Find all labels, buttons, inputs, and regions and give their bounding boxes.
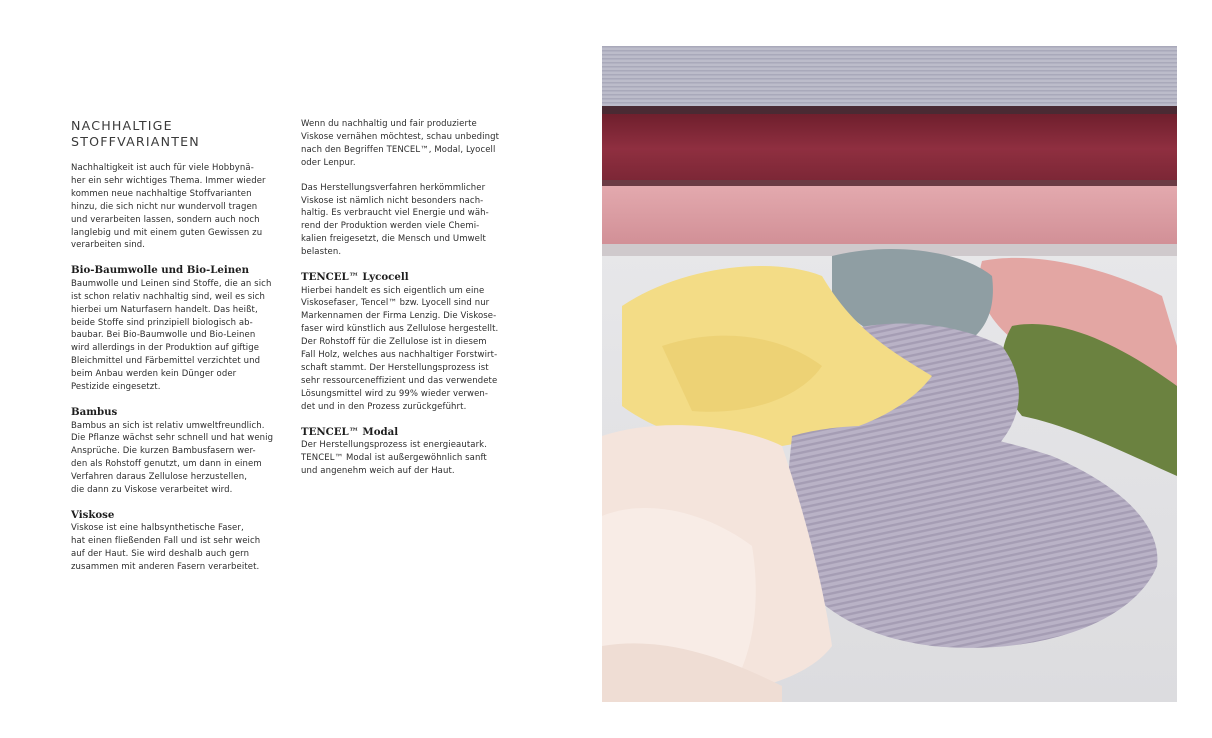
modal-section-text: Der Herstellungsprozess ist energieautark. TENCEL™ Modal ist außergewöhnlich sanft und angenehm weich auf der Haut. [301, 440, 488, 476]
modal-section-title: TENCEL™ Modal [301, 425, 399, 438]
page-title [71, 118, 283, 150]
intro-right-paragraph: Wenn du nachhaltig und fair produzierte Viskose vernähen möchtest, schau unbedingt nach den Begriffen TENCEL™, Modal, Lyocell oder Lenpur. [301, 119, 500, 168]
intro-paragraph: Nachhaltigkeit ist auch für viele Hobbynä- her ein sehr wichtiges Thema. Immer wieder kommen neue nachhaltige Stoffvarianten hinzu, die sich nicht nur wundervoll tragen und verarbeiten lassen, sondern auch noch langlebig und mit einem guten Gewissen zu verarbeiten sind. [71, 163, 266, 251]
bambus-section-text: Bambus an sich ist relativ umweltfreundlich. Die Pflanze wächst sehr schnell und hat wenig Ansprüche. Die kurzen Bambusfasern wer- den als Rohstoff genutzt, um dann in einem Verfahren daraus Zellulose herzustellen, die dann zu Viskose verarbeitet wird. [71, 420, 274, 496]
bambus-section-title: Bambus [71, 406, 118, 418]
viskose-section-title: Viskose [71, 508, 115, 521]
lavender-fold [602, 46, 1177, 110]
pink-fold [602, 186, 1177, 246]
fabric-illustration [602, 46, 1177, 702]
lyocell-section-text: Hierbei handelt es sich eigentlich um eine Viskosefaser, Tencel™ bzw. Lyocell sind nur Markennamen der Firma Lenzig. Die Viskose- faser wird künstlich aus Zellulose hergestellt. Der Rohstoff für die Zellulose ist in diesem Fall Holz, welches aus nachhaltiger Forstwirt- schaft stammt. Der Herstellungsprozess ist sehr ressourceneffizient und das verwendete Lösungsmittel wird zu 99% wieder verwen- det und in den Prozess zurückgeführt. [301, 285, 499, 412]
lyocell-section-title: TENCEL™ Lycocell [301, 271, 409, 284]
page-title-line1: NACHHALTIGE [71, 118, 173, 133]
right-text-column [301, 118, 513, 478]
bio-section-title: Bio-Baumwolle und Bio-Leinen [71, 264, 250, 277]
left-text-column [71, 118, 283, 574]
burgundy-fold [602, 114, 1177, 184]
viskose-section-text: Viskose ist eine halbsynthetische Faser, hat einen fließenden Fall und ist sehr weich auf der Haut. Sie wird deshalb auch gern zusammen mit anderen Fasern verarbeitet. [71, 523, 261, 573]
bio-section-text: Baumwolle und Leinen sind Stoffe, die an sich ist schon relativ nachhaltig sind, weil es sich hierbei um Naturfasern handelt. Das heißt, beide Stoffe sind prinzipiell biologisch ab- baubar. Bei Bio-Baumwolle und Bio-Leinen wird allerdings in der Produktion auf giftige Bleichmittel und Färbemittel verzichtet und beim Anbau werden kein Dünger oder Pestizide eingesetzt. [71, 278, 272, 393]
fabric-photo [602, 46, 1177, 702]
page-title-line2: STOFFVARIANTEN [71, 134, 200, 149]
production-paragraph: Das Herstellungsverfahren herkömmlicher Viskose ist nämlich nicht besonders nach- haltig. Es verbraucht viel Energie und wäh- rend der Produktion werden viele Chemi- kalien freigesetzt, die Mensch und Umwelt belasten. [301, 182, 489, 258]
